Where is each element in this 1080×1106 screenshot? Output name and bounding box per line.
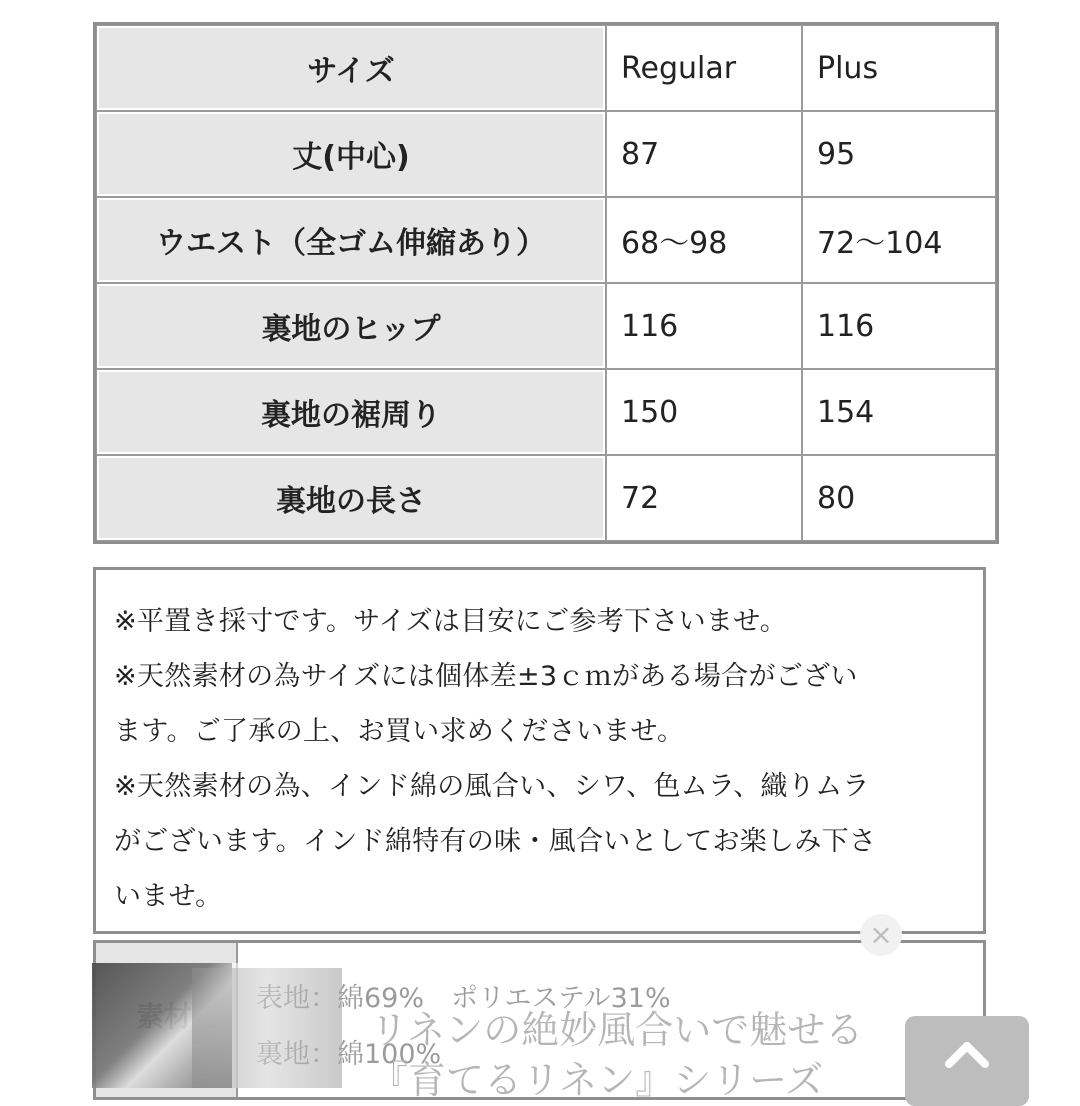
ad-banner-text[interactable] [370, 1005, 863, 1105]
row-plus-value: 95 [802, 111, 996, 197]
scroll-to-top-button[interactable] [905, 1016, 1029, 1106]
ad-banner-photo-secondary[interactable] [192, 968, 342, 1088]
row-plus-value: 80 [802, 455, 996, 541]
row-plus-value: 154 [802, 369, 996, 455]
row-regular-value: 68〜98 [606, 197, 802, 283]
ad-banner-line: 『育てるリネン』シリーズ [370, 1058, 824, 1102]
header-size-label: サイズ [96, 25, 606, 111]
notes-box [93, 567, 986, 934]
row-label: ウエスト（全ゴム伸縮あり） [96, 197, 606, 283]
row-regular-value: 116 [606, 283, 802, 369]
table-row [96, 283, 996, 369]
note-line: ※天然素材の為サイズには個体差±3ｃｍがある場合がござい [114, 661, 858, 692]
row-label: 裏地の裾周り [96, 369, 606, 455]
size-table [93, 22, 999, 544]
table-row [96, 111, 996, 197]
note-line: ※天然素材の為、インド綿の風合い、シワ、色ムラ、織りムラ [114, 771, 870, 802]
row-label: 裏地のヒップ [96, 283, 606, 369]
row-plus-value: 72〜104 [802, 197, 996, 283]
row-plus-value: 116 [802, 283, 996, 369]
row-regular-value: 72 [606, 455, 802, 541]
notes-text [96, 570, 983, 924]
table-header-row [96, 25, 996, 111]
note-line: ます。ご了承の上、お買い求めくださいませ。 [114, 716, 685, 747]
close-icon[interactable]: × [860, 914, 902, 956]
header-regular: Regular [606, 25, 802, 111]
row-regular-value: 150 [606, 369, 802, 455]
table-row [96, 369, 996, 455]
note-line: ※平置き採寸です。サイズは目安にご参考下さいませ。 [114, 606, 787, 637]
table-row [96, 455, 996, 541]
table-row [96, 197, 996, 283]
chevron-up-icon [943, 1038, 991, 1068]
row-regular-value: 87 [606, 111, 802, 197]
row-label: 丈(中心) [96, 111, 606, 197]
note-line: いませ。 [114, 881, 223, 912]
ad-banner-line: リネンの絶妙風合いで魅せる [370, 1008, 864, 1052]
header-plus: Plus [802, 25, 996, 111]
row-label: 裏地の長さ [96, 455, 606, 541]
note-line: がございます。インド綿特有の味・風合いとしてお楽しみ下さ [114, 826, 877, 857]
